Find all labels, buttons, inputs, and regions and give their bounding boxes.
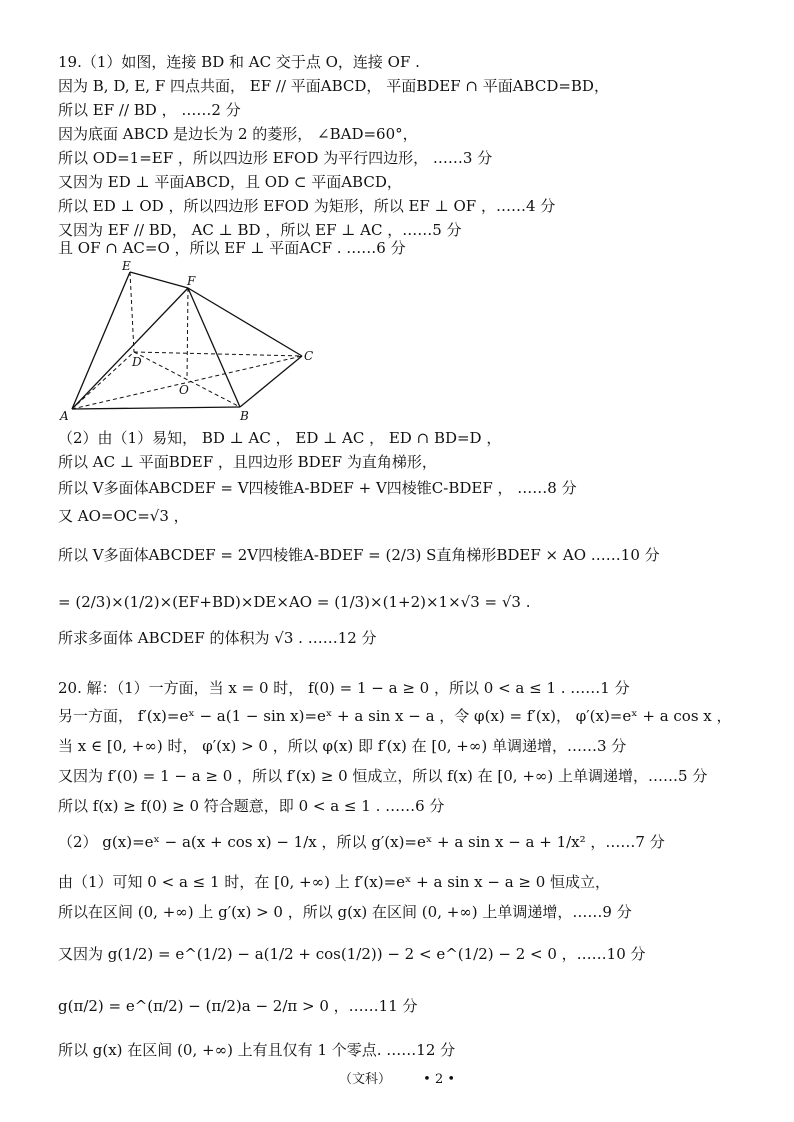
q20-p2-line-4: 又因为 g(1/2) = e^(1/2) − a(1/2 + cos(1/2)) − 2 < e^(1/2) − 2 < 0 ，……10 分 [58,945,646,963]
edge-ad [72,352,134,409]
footer-page-number: • 2 • [423,1072,456,1087]
q19-line-9: 且 OF ∩ AC=O ，所以 EF ⊥ 平面ACF . ……6 分 [58,239,406,257]
edge-fb [188,288,240,407]
q19-p2-line-5: 所以 V多面体ABCDEF = 2V四棱锥A-BDEF = (2/3) S直角梯形BDEF × AO ……10 分 [58,546,660,564]
q20-p2-line-6: 所以 g(x) 在区间 (0, +∞) 上有且仅有 1 个零点. ……12 分 [58,1041,456,1059]
q19-line-2: 因为 B, D, E, F 四点共面， EF // 平面ABCD， 平面BDEF ∩ 平面ABCD=BD， [58,77,609,95]
label-a: A [60,409,69,423]
footer-subject: （文科） [338,1072,391,1087]
label-c: C [304,349,314,363]
q20-line-4: 又因为 f′(0) = 1 − a ≥ 0 ，所以 f′(x) ≥ 0 恒成立，所以 f(x) 在 [0, +∞) 上单调递增，……5 分 [58,767,708,785]
q19-p2-line-1: （2）由（1）易知， BD ⊥ AC ， ED ⊥ AC ， ED ∩ BD=D ， [58,429,502,447]
label-b: B [240,409,249,423]
label-e: E [122,259,131,273]
q19-line-4: 因为底面 ABCD 是边长为 2 的菱形， ∠BAD=60°， [58,125,418,143]
q19-line-6: 又因为 ED ⊥ 平面ABCD，且 OD ⊂ 平面ABCD， [58,173,402,191]
edge-ef [130,272,188,288]
q19-p2-line-2: 所以 AC ⊥ 平面BDEF ，且四边形 BDEF 为直角梯形， [58,453,437,471]
label-o: O [179,383,189,397]
label-f: F [187,274,196,288]
q19-p2-line-3: 所以 V多面体ABCDEF = V四棱锥A-BDEF + V四棱锥C-BDEF ， ……8 分 [58,479,577,497]
q19-line-8: 又因为 EF // BD， AC ⊥ BD ，所以 EF ⊥ AC ，……5 分 [58,221,462,239]
edge-fo [187,288,188,380]
q20-p2-line-2: 由（1）可知 0 < a ≤ 1 时，在 [0, +∞) 上 f′(x)=eˣ + a sin x − a ≥ 0 恒成立， [58,873,611,891]
edge-af [72,288,188,409]
q20-line-3: 当 x ∈ [0, +∞) 时， φ′(x) > 0 ，所以 φ(x) 即 f′(x) 在 [0, +∞) 单调递增，……3 分 [58,737,627,755]
q19-p2-line-4: 又 AO=OC=√3 ， [58,507,189,525]
q20-p2-line-5: g(π/2) = e^(π/2) − (π/2)a − 2/π > 0 ，……11 分 [58,997,418,1015]
q20-line-5: 所以 f(x) ≥ f(0) ≥ 0 符合题意，即 0 < a ≤ 1 . ……6 分 [58,797,445,815]
q19-line-1: 19.（1）如图，连接 BD 和 AC 交于点 O，连接 OF . [58,53,420,71]
q19-p2-line-7: 所求多面体 ABCDEF 的体积为 √3 . ……12 分 [58,629,377,647]
q19-line-7: 所以 ED ⊥ OD ，所以四边形 EFOD 为矩形，所以 EF ⊥ OF ，……4 分 [58,197,556,215]
edge-fc [188,288,302,356]
edge-ed [130,272,134,352]
q20-p2-line-3: 所以在区间 (0, +∞) 上 g′(x) > 0 ，所以 g(x) 在区间 (0, +∞) 上单调递增，……9 分 [58,903,632,921]
q19-line-3: 所以 EF // BD ， ……2 分 [58,101,241,119]
edge-ae [72,272,130,409]
label-d: D [132,355,142,369]
q20-line-1: 20. 解：（1）一方面，当 x = 0 时， f(0) = 1 − a ≥ 0 ，所以 0 < a ≤ 1 . ……1 分 [58,679,630,697]
q20-p2-line-1: （2） g(x)=eˣ − a(x + cos x) − 1/x ，所以 g′(x)=eˣ + a sin x − a + 1/x² ，……7 分 [58,833,665,851]
q20-line-2: 另一方面， f′(x)=eˣ − a(1 − sin x)=eˣ + a sin x − a ，令 φ(x) = f′(x)， φ′(x)=eˣ + a cos x ， [58,707,732,725]
polyhedron-figure [58,258,320,424]
q19-p2-line-6: = (2/3)×(1/2)×(EF+BD)×DE×AO = (1/3)×(1+2)×1×√3 = √3 . [58,593,531,611]
page-footer [0,1068,794,1087]
q19-line-5: 所以 OD=1=EF ，所以四边形 EFOD 为平行四边形， ……3 分 [58,149,493,167]
edge-ab [72,407,240,409]
